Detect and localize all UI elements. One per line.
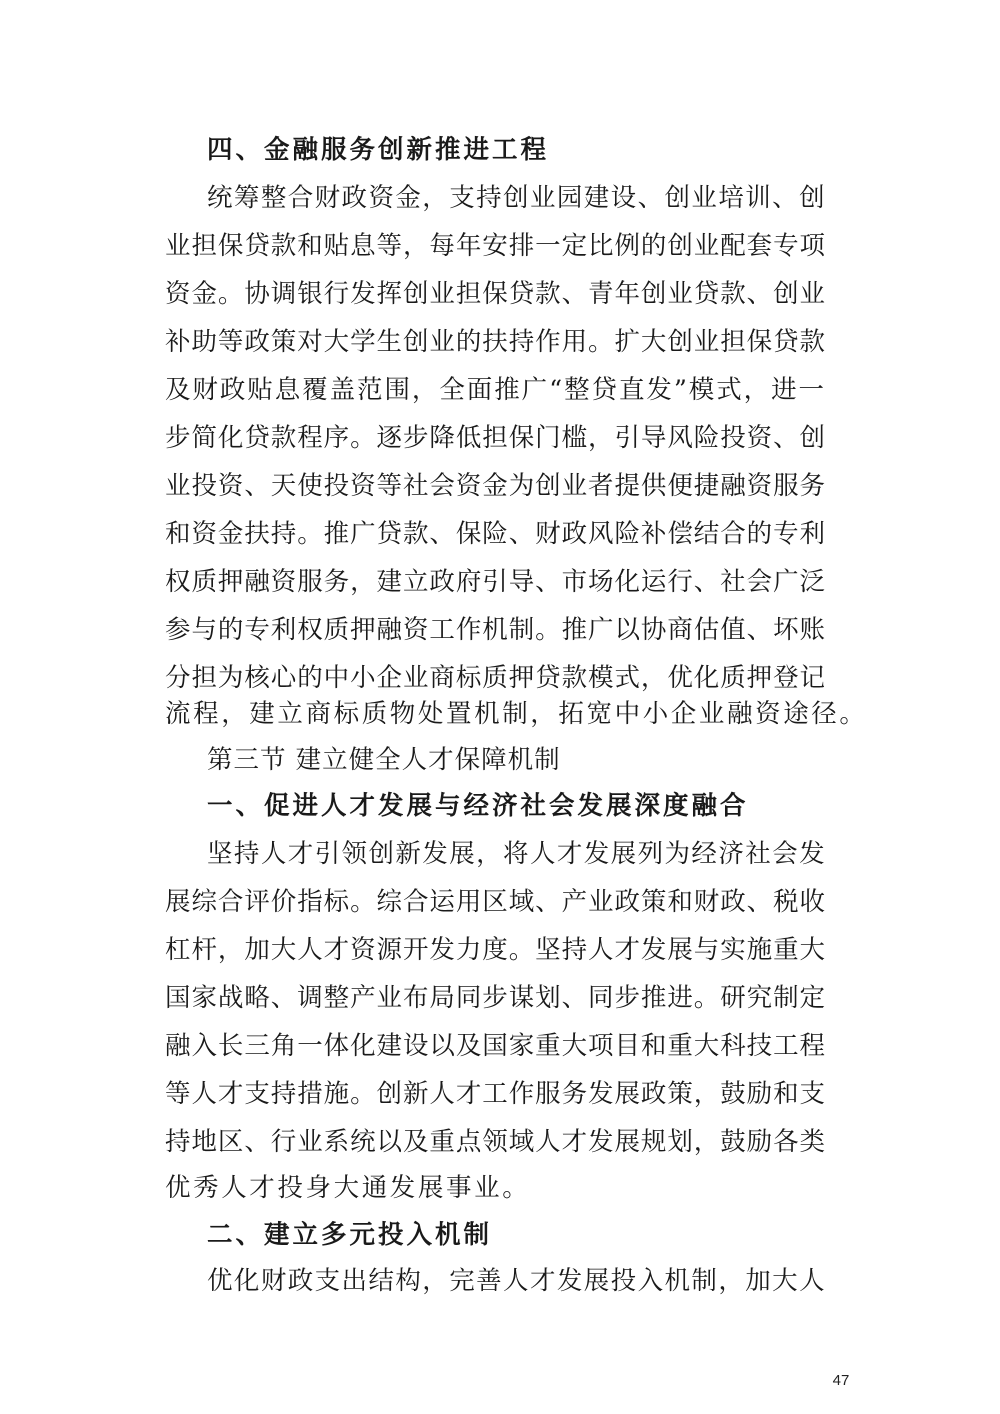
paragraph-line: 流程，建立商标质物处置机制，拓宽中小企业融资途径。 — [165, 699, 868, 729]
paragraph-line: 杠杆，加大人才资源开发力度。坚持人才发展与实施重大 — [165, 935, 826, 965]
paragraph-line: 和资金扶持。推广贷款、保险、财政风险补偿结合的专利 — [165, 519, 826, 549]
page-number: 47 — [832, 1372, 850, 1389]
paragraph-line: 补助等政策对大学生创业的扶持作用。扩大创业担保贷款 — [165, 327, 826, 357]
paragraph-line: 统筹整合财政资金，支持创业园建设、创业培训、创 — [207, 183, 826, 213]
paragraph-line: 坚持人才引领创新发展，将人才发展列为经济社会发 — [207, 839, 826, 869]
paragraph-line: 分担为核心的中小企业商标质押贷款模式，优化质押登记 — [165, 663, 826, 693]
paragraph-line: 权质押融资服务，建立政府引导、市场化运行、社会广泛 — [165, 567, 826, 597]
paragraph-line: 参与的专利权质押融资工作机制。推广以协商估值、坏账 — [165, 615, 826, 645]
paragraph-line: 及财政贴息覆盖范围，全面推广“整贷直发”模式，进一 — [165, 375, 826, 405]
subsection-heading: 二、建立多元投入机制 — [207, 1220, 493, 1250]
paragraph-line: 资金。协调银行发挥创业担保贷款、青年创业贷款、创业 — [165, 279, 826, 309]
paragraph-line: 融入长三角一体化建设以及国家重大项目和重大科技工程 — [165, 1031, 826, 1061]
subsection-heading: 四、金融服务创新推进工程 — [207, 135, 550, 165]
paragraph-line: 国家战略、调整产业布局同步谋划、同步推进。研究制定 — [165, 983, 826, 1013]
paragraph-line: 优化财政支出结构，完善人才发展投入机制，加大人 — [207, 1266, 826, 1296]
section-title: 第三节 建立健全人才保障机制 — [207, 745, 561, 775]
paragraph-line: 步简化贷款程序。逐步降低担保门槛，引导风险投资、创 — [165, 423, 826, 453]
paragraph-line: 优秀人才投身大通发展事业。 — [165, 1173, 531, 1203]
paragraph-line: 展综合评价指标。综合运用区域、产业政策和财政、税收 — [165, 887, 826, 917]
paragraph-line: 持地区、行业系统以及重点领域人才发展规划，鼓励各类 — [165, 1127, 826, 1157]
subsection-heading: 一、促进人才发展与经济社会发展深度融合 — [207, 791, 749, 821]
paragraph-line: 业担保贷款和贴息等，每年安排一定比例的创业配套专项 — [165, 231, 826, 261]
paragraph-line: 等人才支持措施。创新人才工作服务发展政策，鼓励和支 — [165, 1079, 826, 1109]
paragraph-line: 业投资、天使投资等社会资金为创业者提供便捷融资服务 — [165, 471, 826, 501]
